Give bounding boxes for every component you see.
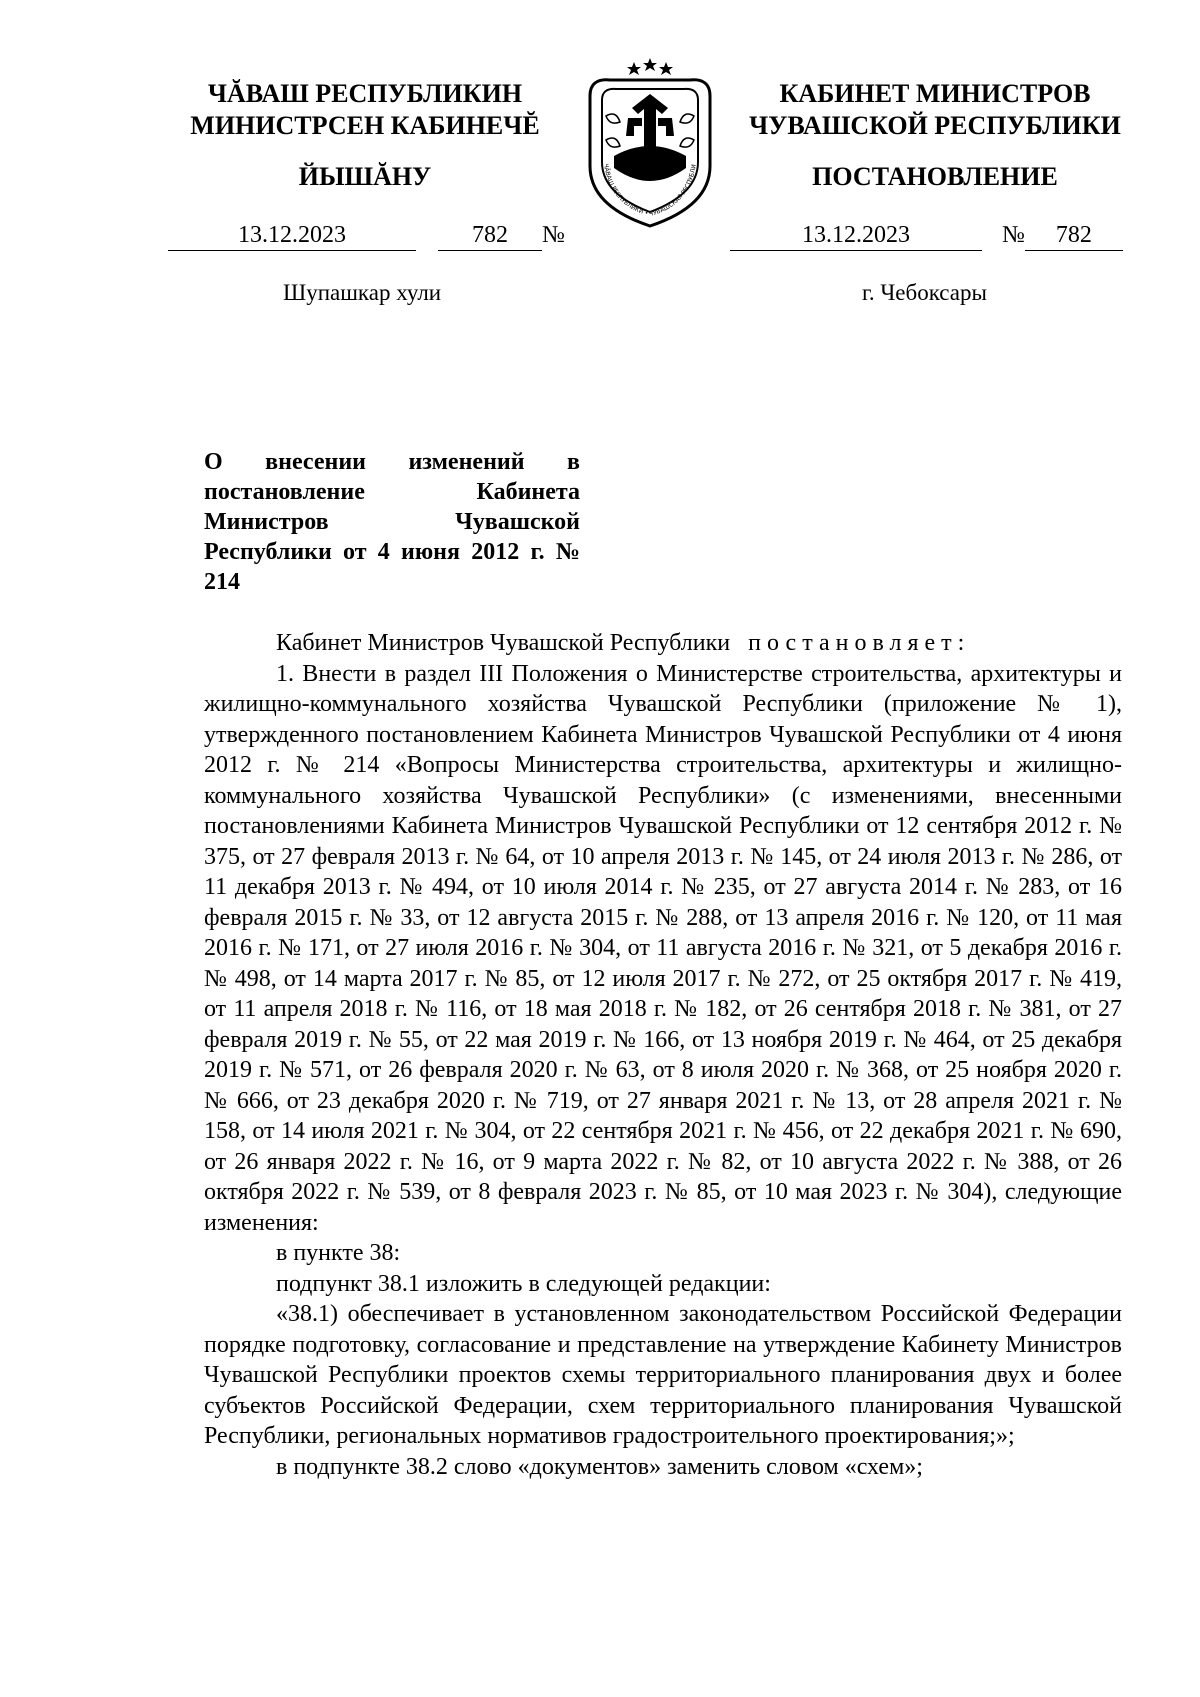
left-date: 13.12.2023: [168, 220, 416, 251]
subpoint-38-2: в подпункте 38.2 слово «документов» заменить словом «схем»;: [276, 1453, 923, 1480]
header-left-line1: ЧĂВАШ РЕСПУБЛИКИН: [207, 79, 523, 108]
right-city: г. Чебоксары: [862, 280, 987, 305]
header-left-title: ЙЫШĂНУ: [298, 162, 432, 191]
preamble-lead: Кабинет Министров Чувашской Республики: [276, 630, 731, 656]
subpoint-intro: подпункт 38.1 изложить в следующей редакции:: [276, 1270, 771, 1297]
right-number-sign: №: [1002, 222, 1025, 248]
paragraph-1: 1. Внести в раздел III Положения о Министерстве строительства, архитектуры и жилищно-коммунального хозяйства Чувашской Республики (приложение № 1), утвержденного постановлением Кабинета Министров Чувашской Республики от 4 июня 2012 г. № 214 «Вопросы Министерства строительства, архитектуры и жилищно-коммунального хозяйства Чувашской Республики» (с изменениями, внесенными постановлениями Кабинета Министров Чувашской Республики от 12 сентября 2012 г. № 375, от 27 февраля 2013 г. № 64, от 10 апреля 2013 г. № 145, от 24 июля 2013 г. № 286, от 11 декабря 2013 г. № 494, от 10 июля 2014 г. № 235, от 27 августа 2014 г. № 283, от 16 февраля 2015 г. № 33, от 12 августа 2015 г. № 288, от 13 апреля 2016 г. № 120, от 11 мая 2016 г. № 171, от 27 июля 2016 г. № 304, от 11 августа 2016 г. № 321, от 5 декабря 2016 г. № 498, от 14 марта 2017 г. № 85, от 12 июля 2017 г. № 272, от 25 октября 2017 г. № 419, от 11 апреля 2018 г. № 116, от 18 мая 2018 г. № 182, от 26 сентября 2018 г. № 381, от 27 февраля 2019 г. № 55, от 22 мая 2019 г. № 166, от 13 ноября 2019 г. № 464, от 25 декабря 2019 г. № 571, от 26 февраля 2020 г. № 63, от 8 июля 2020 г. № 368, от 25 ноября 2020 г. № 666, от 23 декабря 2020 г. № 719, от 27 января 2021 г. № 13, от 28 апреля 2021 г. № 158, от 14 июля 2021 г. № 304, от 22 сентября 2021 г. № 456, от 22 декабря 2021 г. № 690, от 26 января 2022 г. № 16, от 9 марта 2022 г. № 82, от 10 августа 2022 г. № 388, от 26 октября 2022 г. № 539, от 8 февраля 2023 г. № 85, от 10 мая 2023 г. № 304), следующие изменения:: [204, 660, 1122, 1236]
document-body: [204, 628, 1122, 1482]
header-right-line2: ЧУВАШСКОЙ РЕСПУБЛИКИ: [749, 111, 1121, 140]
emblem-ring-text: ЧĂВАШ РЕСПУБЛИКИ • ЧУВАШСКАЯ РЕСПУБЛИ: [602, 163, 698, 219]
header-right-line1: КАБИНЕТ МИНИСТРОВ: [779, 79, 1091, 108]
header-right: [730, 78, 1140, 142]
header-right-title: ПОСТАНОВЛЕНИЕ: [812, 162, 1058, 191]
document-subject: О внесении изменений в постановление Кабинета Министров Чувашской Республики от 4 июня 2012 г. № 214: [204, 449, 580, 595]
coat-of-arms-icon: [570, 56, 730, 231]
right-dateline: [730, 220, 1123, 251]
header-left-line2: МИНИСТРСЕН КАБИНЕЧĔ: [190, 111, 540, 140]
preamble-verb: постановляет:: [748, 630, 971, 656]
subpoint-text: «38.1) обеспечивает в установленном законодательством Российской Федерации порядке подготовку, согласование и представление на утверждение Кабинету Министров Чувашской Республики проектов схемы территориального планирования двух и более субъектов Российской Федерации, схем территориального планирования Чувашской Республики, региональных нормативов градостроительного проектирования;»;: [204, 1301, 1122, 1449]
left-number-sign: №: [542, 222, 565, 248]
header-left: [160, 78, 570, 142]
right-date: 13.12.2023: [730, 220, 982, 251]
preamble: [204, 628, 1122, 659]
left-dateline: [168, 220, 565, 251]
right-number: 782: [1025, 220, 1123, 251]
left-city: Шупашкар хули: [283, 280, 442, 305]
point-38: в пункте 38:: [276, 1240, 401, 1266]
left-number: 782: [438, 220, 542, 251]
